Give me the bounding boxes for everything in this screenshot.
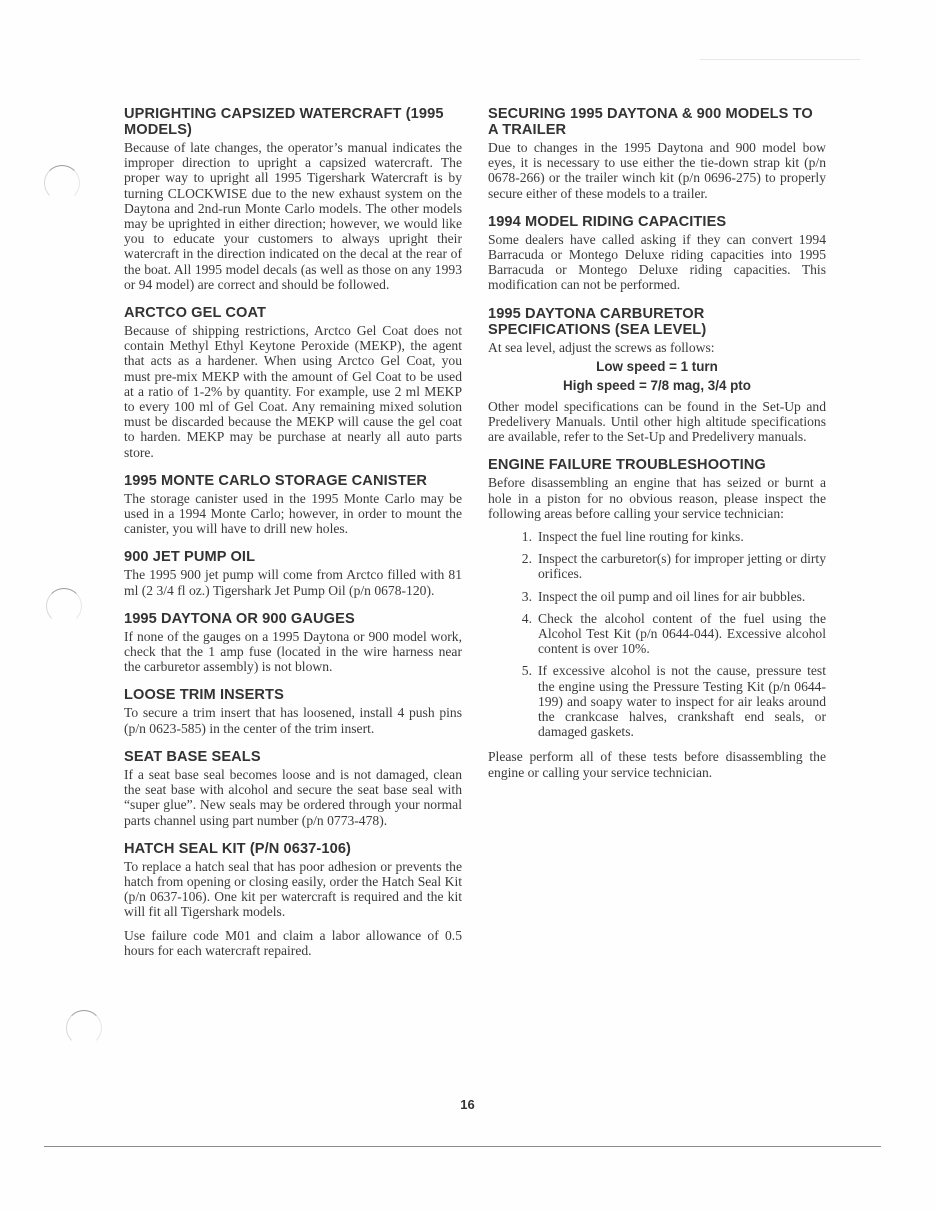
section-intro: At sea level, adjust the screws as follows: (488, 339, 715, 355)
list-item (488, 589, 826, 604)
section-heading: HATCH SEAL KIT (P/N 0637-106) (124, 840, 351, 857)
section-heading: 1995 DAYTONA OR 900 GAUGES (124, 610, 355, 627)
section-heading: 1994 MODEL RIDING CAPACITIES (488, 213, 727, 230)
section-seat-base-seals (124, 749, 462, 828)
spec-low-speed: Low speed = 1 turn (596, 358, 718, 374)
list-text: Inspect the oil pump and oil lines for air bubbles. (538, 588, 806, 604)
list-text: Inspect the fuel line routing for kinks. (538, 529, 744, 545)
section-closing: Please perform all of these tests before disassembling the engine or calling your service technician. (488, 749, 826, 780)
punch-hole-icon (44, 165, 80, 201)
section-body: The 1995 900 jet pump will come from Arctco filled with 81 ml (2 3/4 fl oz.) Tigershark Jet Pump Oil (p/n 0678-120). (124, 567, 462, 598)
list-text: Check the alcohol content of the fuel using the Alcohol Test Kit (p/n 0644-044). Excessive alcohol content is over 10%. (538, 610, 826, 657)
scan-artifact (700, 59, 860, 60)
list-item (488, 529, 826, 544)
section-heading: SECURING 1995 DAYTONA & 900 MODELS TO A TRAILER (488, 106, 813, 138)
section-heading: ENGINE FAILURE TROUBLESHOOTING (488, 457, 766, 474)
section-body: Due to changes in the 1995 Daytona and 900 model bow eyes, it is necessary to use either the tie-down strap kit (p/n 0678-266) or the trailer winch kit (p/n 0696-275) to properly secure either of these models to a trailer. (488, 140, 826, 201)
section-body: Because of shipping restrictions, Arctco Gel Coat does not contain Methyl Ethyl Keytone Peroxide (MEKP), the agent that acts as a hardener. When using Arctco Gel Coat, you must pre-mix MEKP with the amount of Gel Coat to be used at a ratio of 1-2% by quantity. For example, use 2 ml MEKP to every 100 ml of Gel Coat. Any remaining mixed solution must be discarded because the MEKP will cause the gel coat to harden. MEKP may be purchase at nearly all auto parts store. (124, 323, 462, 460)
section-heading: LOOSE TRIM INSERTS (124, 687, 284, 704)
section-gauges (124, 611, 462, 675)
section-heading: UPRIGHTING CAPSIZED WATERCRAFT (1995 MODELS) (124, 106, 444, 138)
list-item (488, 663, 826, 739)
section-intro: Before disassembling an engine that has seized or burnt a hole in a piston for no obvious reason, please inspect the following areas before calling your service technician: (488, 475, 826, 521)
list-text: Inspect the carburetor(s) for improper jetting or dirty orifices. (538, 551, 826, 582)
spec-block (488, 357, 826, 395)
section-body: To replace a hatch seal that has poor adhesion or prevents the hatch from opening or closing easily, order the Hatch Seal Kit (p/n 0637-106). One kit per watercraft is required and the kit will fit all Tigershark models. (124, 858, 462, 920)
list-number: 5. (521, 663, 532, 679)
list-item (488, 611, 826, 657)
page-number: 16 (460, 1097, 475, 1112)
section-heading: 1995 MONTE CARLO STORAGE CANISTER (124, 472, 428, 489)
list-number: 3. (521, 588, 532, 604)
section-jet-pump-oil (124, 549, 462, 597)
section-body: The storage canister used in the 1995 Monte Carlo may be used in a 1994 Monte Carlo; however, in order to mount the canister, you will have to drill new holes. (124, 490, 462, 537)
list-number: 2. (521, 551, 532, 567)
section-gel-coat (124, 305, 462, 460)
spec-high-speed: High speed = 7/8 mag, 3/4 pto (563, 377, 751, 393)
section-upright-capsized (124, 106, 462, 292)
section-trailer (488, 106, 826, 201)
section-body: If none of the gauges on a 1995 Daytona or 900 model work, check that the 1 amp fuse (located in the wire harness near the carburetor assembly) is not blown. (124, 628, 462, 675)
troubleshooting-steps (488, 529, 826, 739)
section-body: Use failure code M01 and claim a labor allowance of 0.5 hours for each watercraft repaired. (124, 927, 462, 958)
section-storage-canister (124, 473, 462, 537)
section-trim-inserts (124, 687, 462, 735)
right-column (488, 106, 826, 793)
section-body: Some dealers have called asking if they can convert 1994 Barracuda or Montego Deluxe riding capacities into 1995 Barracuda or Montego Deluxe riding capacities. This modification can not be performed. (488, 231, 826, 293)
section-heading: 900 JET PUMP OIL (124, 549, 256, 566)
list-item (488, 551, 826, 581)
section-body: Because of late changes, the operator’s manual indicates the improper direction to upright a capsized watercraft. The proper way to upright all 1995 Tigershark Watercraft is by turning CLOCKWISE due to the new exhaust system on the Daytona and 2nd-run Monte Carlo models. The other models may be uprighted in either direction; however, we would like you to educate your customers to always upright their watercraft in the direction indicated on the decal at the rear of the boat. All 1995 model decals (as well as those on any 1993 or 94 model) are correct and should be followed. (124, 140, 462, 292)
punch-hole-icon (66, 1010, 102, 1046)
list-text: If excessive alcohol is not the cause, pressure test the engine using the Pressure Testing Kit (p/n 0644-199) and soapy water to inspect for air leaks around the crankcase halves, crankshaft end seals, or damaged gaskets. (538, 663, 826, 740)
section-hatch-seal-kit (124, 841, 462, 958)
section-heading: 1995 DAYTONA CARBURETOR SPECIFICATIONS (SEA LEVEL) (488, 305, 707, 338)
section-body: Other model specifications can be found in the Set-Up and Predelivery Manuals. Until other high altitude specifications are available, refer to the Set-Up and Predelivery manuals. (488, 398, 826, 445)
section-heading: SEAT BASE SEALS (124, 748, 261, 765)
section-body: To secure a trim insert that has loosened, install 4 push pins (p/n 0623-585) in the center of the trim insert. (124, 705, 462, 736)
list-number: 4. (521, 610, 532, 626)
left-column (124, 106, 462, 971)
footer-divider (44, 1146, 881, 1147)
section-riding-capacities (488, 214, 826, 293)
section-carburetor-specs (488, 306, 826, 445)
list-number: 1. (521, 529, 532, 545)
section-body: If a seat base seal becomes loose and is not damaged, clean the seat base with alcohol and secure the seat base seal with “super glue”. New seals may be ordered through your normal parts channel using part number (p/n 0773-478). (124, 766, 462, 828)
section-heading: ARCTCO GEL COAT (124, 305, 267, 322)
punch-hole-icon (46, 588, 82, 624)
section-engine-troubleshooting (488, 457, 826, 779)
